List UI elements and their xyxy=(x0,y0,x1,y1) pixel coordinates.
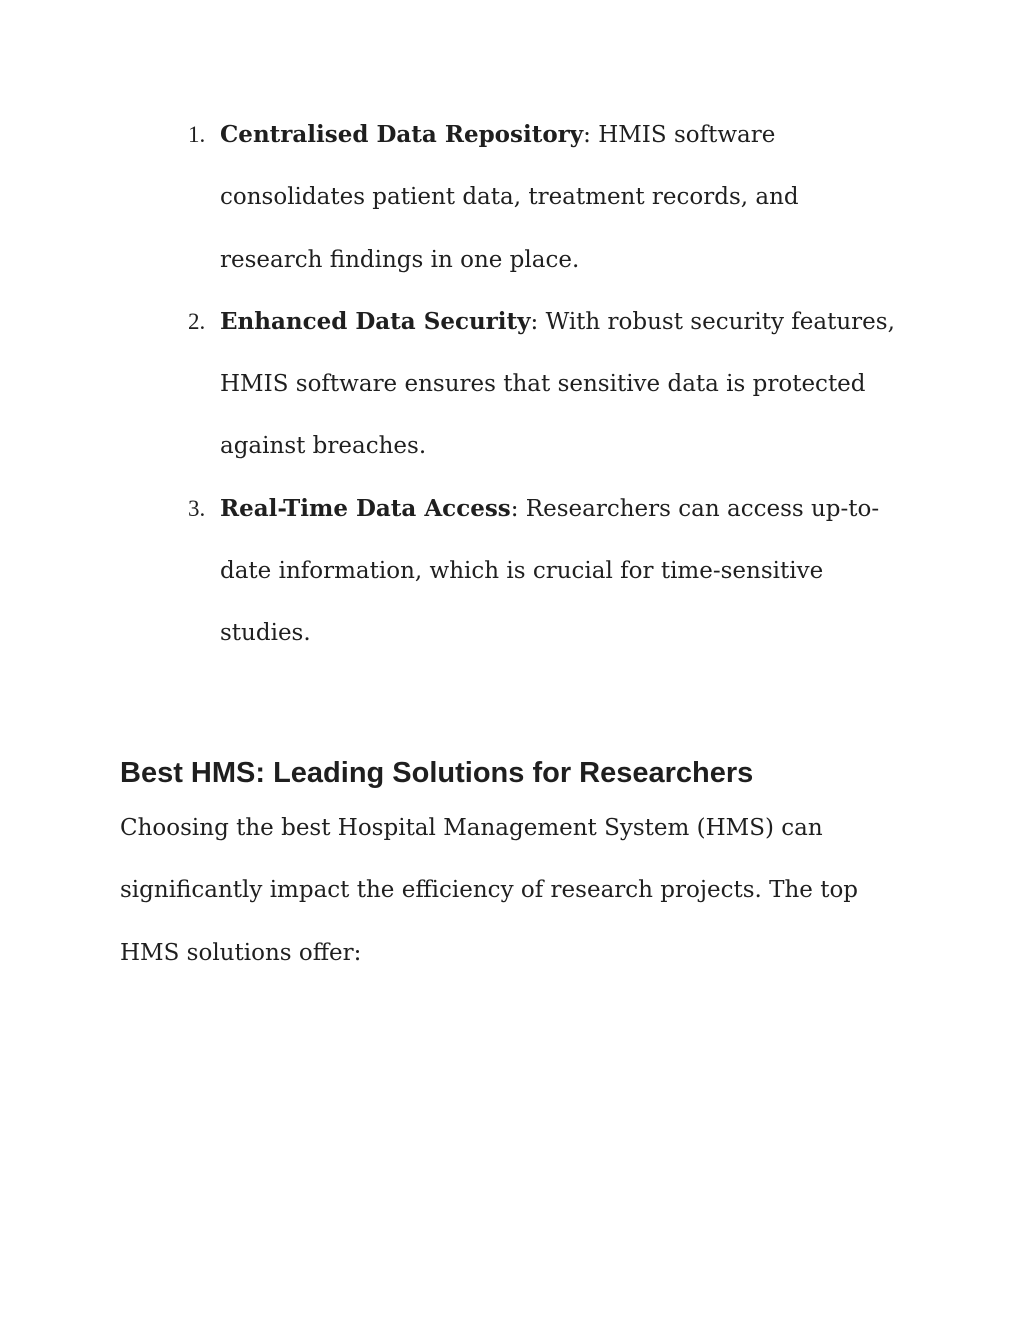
list-item-text xyxy=(220,478,900,665)
benefits-list xyxy=(120,104,900,665)
list-item xyxy=(120,478,900,665)
list-item xyxy=(120,104,900,291)
list-item-term: Enhanced Data Security xyxy=(220,307,531,335)
list-item-separator: : xyxy=(530,308,539,335)
list-item-description: HMIS software consolidates patient data, treatment records, and research findings in one place. xyxy=(220,122,799,273)
list-item-text xyxy=(220,104,900,291)
section-heading: Best HMS: Leading Solutions for Researchers xyxy=(120,757,754,789)
list-item-separator: : xyxy=(583,122,591,148)
list-item-text xyxy=(220,291,900,478)
list-item-number: 2. xyxy=(188,308,206,334)
list-item-number: 1. xyxy=(188,122,206,147)
list-item-number: 3. xyxy=(188,495,206,521)
section-body-paragraph: Choosing the best Hospital Management System (HMS) can significantly impact the efficiency of research projects. The top HMS solutions offer: xyxy=(120,815,859,966)
list-item-description: Researchers can access up-to-date information, which is crucial for time-sensitive studies. xyxy=(220,495,880,647)
list-item-term: Real-Time Data Access xyxy=(220,494,511,522)
list-item xyxy=(120,291,900,478)
list-item-description: With robust security features, HMIS software ensures that sensitive data is protected against breaches. xyxy=(220,308,895,460)
list-item-separator: : xyxy=(510,495,519,522)
list-item-term: Centralised Data Repository xyxy=(220,121,584,148)
